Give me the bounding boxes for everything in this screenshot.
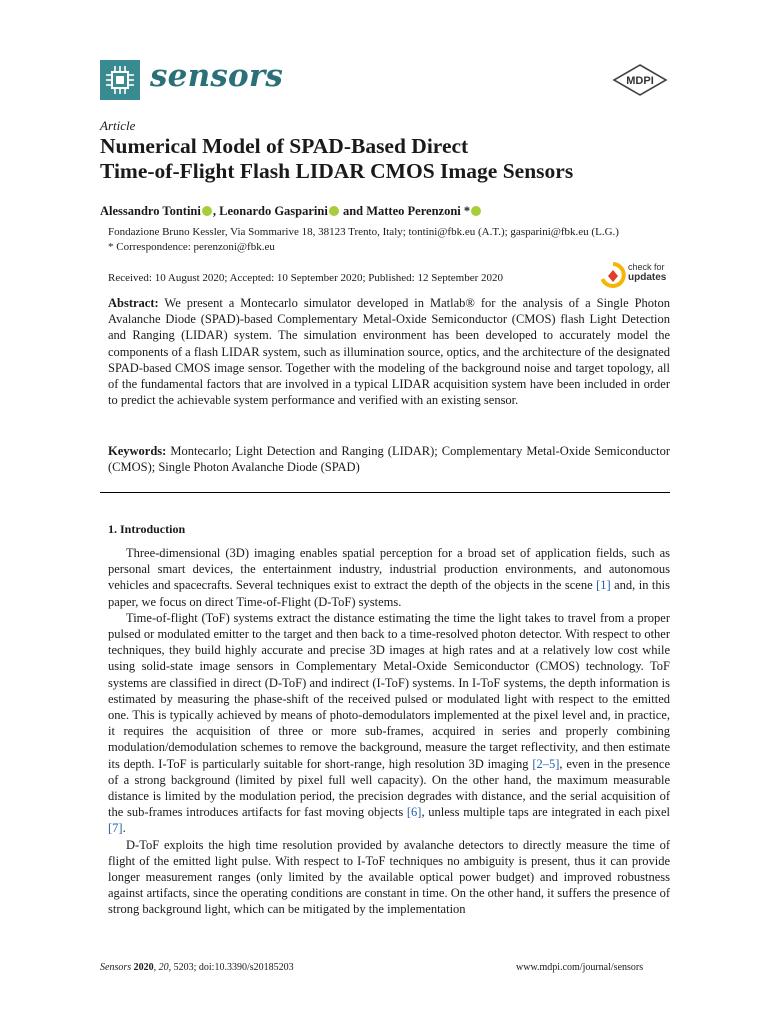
- introduction-body: [108, 545, 670, 918]
- orcid-icon[interactable]: [202, 206, 212, 216]
- title-line-1: Numerical Model of SPAD-Based Direct: [100, 134, 469, 158]
- section-heading: 1. Introduction: [108, 522, 186, 536]
- correspondence: * Correspondence: perenzoni@fbk.eu: [108, 241, 275, 253]
- check-line-1: check for: [628, 262, 665, 272]
- article-title: [100, 134, 700, 184]
- abstract-text: We present a Montecarlo simulator developed in Matlab® for the analysis of a Single Photon Avalanche Diode (SPAD)-based Complementary Metal-Oxide Semiconductor (CMOS) flash Light Detection and Ranging (LIDAR) system. The simulation environment has been developed to accurately model the components of a flash LIDAR system, such as illumination source, optics, and the architecture of the designated SPAD-based CMOS image sensor. Together with the modeling of the background noise and target topology, all of the fundamental factors that are involved in a typical LIDAR acquisition system have been included in order to predict the achievable system performance and verified with an existing sensor.: [108, 296, 670, 408]
- abstract: [108, 295, 670, 408]
- check-updates-text: [628, 262, 666, 283]
- citation-link[interactable]: [2–5]: [532, 756, 560, 771]
- check-updates-badge[interactable]: [600, 262, 672, 290]
- paragraph-3: D-ToF exploits the high time resolution provided by avalanche detectors to directly measure the time of flight of the emitted light pulse. With respect to I-ToF techniques no ambiguity is present, thus it can provide longer measurement ranges (only limited by the available optical power budget) and improved robustness against artifacts, since the operating conditions are constant in time. On the other hand, it suffers the presence of strong background light, which can be mitigated by the implementation: [108, 837, 670, 917]
- paragraph-2-text-c: , unless multiple taps are integrated in each pixel: [421, 805, 670, 820]
- author-list: [100, 204, 482, 219]
- keywords-text: Montecarlo; Light Detection and Ranging (LIDAR); Complementary Metal-Oxide Semiconductor (CMOS); Single Photon Avalanche Diode (SPAD): [108, 444, 670, 475]
- orcid-icon[interactable]: [329, 206, 339, 216]
- author-perenzoni[interactable]: and Matteo Perenzoni *: [339, 204, 471, 218]
- affiliation: Fondazione Bruno Kessler, Via Sommarive 18, 38123 Trento, Italy; tontini@fbk.eu (A.T.); gasparini@fbk.eu (L.G.): [108, 226, 619, 238]
- keywords: [108, 443, 670, 475]
- keywords-label: Keywords:: [108, 444, 167, 458]
- citation-link[interactable]: [7]: [108, 821, 123, 836]
- orcid-icon[interactable]: [471, 206, 481, 216]
- journal-logo-icon: [100, 60, 140, 100]
- citation-link[interactable]: [6]: [406, 805, 422, 820]
- check-updates-icon: [600, 262, 626, 290]
- footer-url[interactable]: www.mdpi.com/journal/sensors: [516, 962, 644, 973]
- paragraph-2-text-b: , even in the presence of a strong background (limited by pixel full well capacity). On the other hand, the maximum measurable distance is limited by the modulation period, the precision degrades with distance, and the serial acquisition of the sub-frames introduces artifacts for fast moving objects: [108, 756, 671, 820]
- article-type: Article: [100, 118, 136, 133]
- abstract-label: Abstract:: [108, 296, 159, 310]
- footer-doi: , 5203; doi:10.3390/s20185203: [168, 962, 294, 973]
- publication-dates: Received: 10 August 2020; Accepted: 10 September 2020; Published: 12 September 2020: [108, 272, 504, 284]
- author-gasparini[interactable]: , Leonardo Gasparini: [212, 204, 328, 218]
- paragraph-2-text-d: .: [122, 821, 126, 836]
- check-line-2: updates: [628, 272, 667, 283]
- author-tontini[interactable]: Alessandro Tontini: [100, 204, 201, 218]
- paragraph-1-text-b: and, in this paper, we focus on direct Time-of-Flight (D-ToF) systems.: [108, 578, 670, 609]
- footer-journal: Sensors: [100, 962, 132, 973]
- affiliation-block: [108, 225, 678, 255]
- paragraph-1-text-a: Three-dimensional (3D) imaging enables spatial perception for a broad set of application fields, such as personal smart devices, the entertainment industry, industrial production environments, and autonomous vehicles and spacecrafts. Several techniques exist to extract the depth of the objects in the scene: [108, 546, 670, 593]
- paragraph-2: [108, 610, 670, 837]
- journal-name: sensors: [150, 58, 284, 94]
- footer-citation: Sensors 2020, 20, 5203; doi:10.3390/s20185203: [100, 962, 294, 973]
- footer-year: 2020: [133, 962, 154, 973]
- section-divider: [100, 492, 670, 493]
- paragraph-1: [108, 545, 670, 610]
- mdpi-logo-text: MDPI: [626, 75, 654, 87]
- title-line-2: Time-of-Flight Flash LIDAR CMOS Image Sensors: [100, 159, 574, 183]
- citation-link[interactable]: [1]: [596, 578, 611, 593]
- footer-volume: 20: [158, 962, 169, 973]
- paragraph-2-text-a: Time-of-flight (ToF) systems extract the distance estimating the time the light takes to travel from a proper pulsed or modulated emitter to the target and then back to a time-resolved photon detector. With respect to other techniques, they build highly accurate and precise 3D images at high rates and at a relatively low cost while using solid-state image sensors in Complementary Metal-Oxide Semiconductor (CMOS) technology. ToF systems are classified in direct (D-ToF) and indirect (I-ToF) systems. In I-ToF systems, the depth information is estimated by measuring the phase-shift of the received pulsed or modulated light with respect to the emitted one. This is typically achieved by means of photo-demodulators implemented at the pixel level and, in practice, it requires the acquisition of three or more sub-frames, acquired in series and properly combining modulation/demodulation schemes to remove the background, measure the target reflectivity, and then estimate its depth. I-ToF is particularly suitable for short-range, high resolution 3D imaging: [108, 610, 670, 771]
- mdpi-logo: [612, 64, 668, 96]
